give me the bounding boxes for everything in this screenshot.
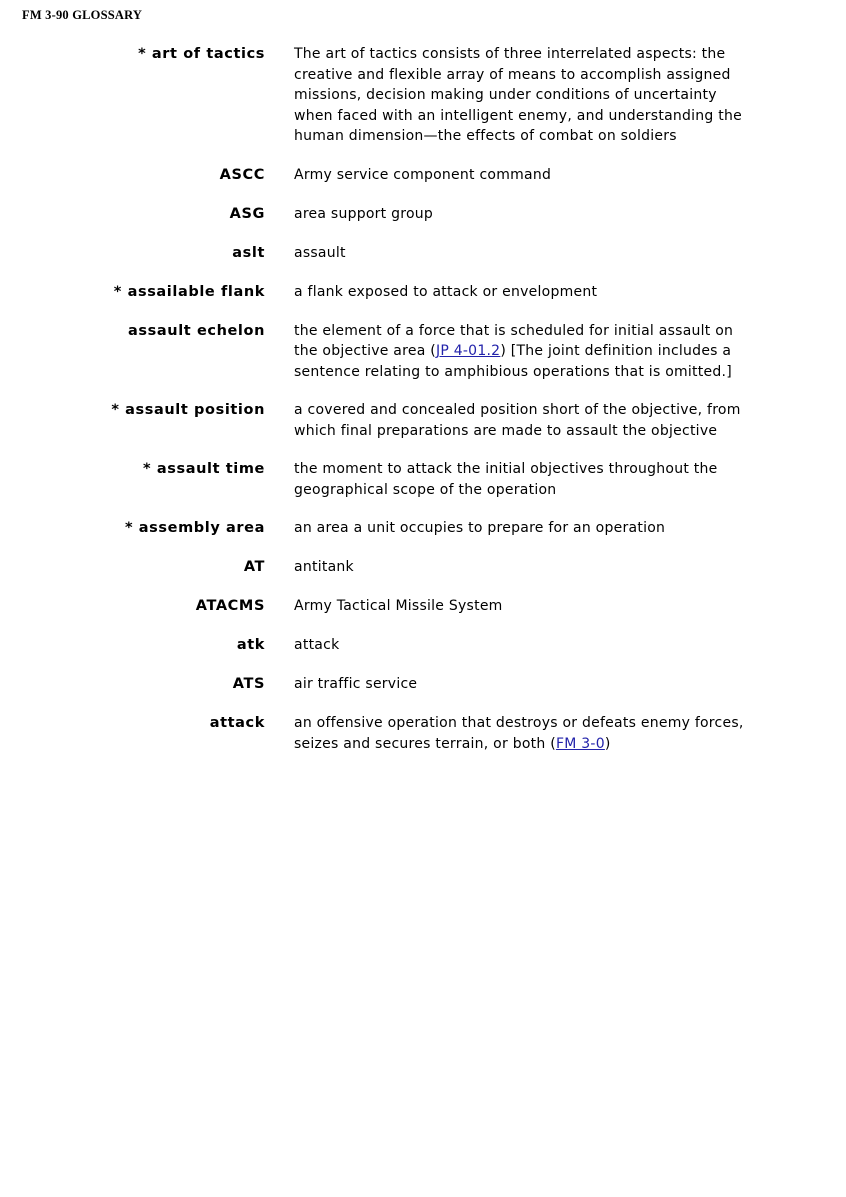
glossary-definition-cell bbox=[294, 400, 744, 441]
glossary-definition bbox=[294, 635, 744, 656]
glossary-entry bbox=[0, 557, 846, 578]
glossary-definition bbox=[294, 282, 744, 303]
glossary-term-cell bbox=[0, 400, 265, 421]
glossary-entry bbox=[0, 635, 846, 656]
glossary-term: * assembly area bbox=[124, 520, 265, 536]
glossary-definition-cell bbox=[294, 674, 744, 695]
glossary-entry-list bbox=[0, 44, 846, 772]
glossary-definition bbox=[294, 165, 744, 186]
glossary-term: ASCC bbox=[219, 166, 265, 183]
definition-text: a flank exposed to attack or envelopment bbox=[294, 283, 598, 300]
glossary-definition bbox=[294, 596, 744, 617]
definition-text: the moment to attack the initial objectives throughout the geographical scope of the operation bbox=[294, 461, 718, 498]
definition-text: ) [The joint definition includes a sentence relating to amphibious operations that is omitted.] bbox=[294, 343, 732, 380]
glossary-term-cell bbox=[0, 243, 265, 264]
glossary-definition-cell bbox=[294, 713, 744, 754]
glossary-definition-cell bbox=[294, 204, 744, 225]
glossary-term-cell bbox=[0, 459, 265, 480]
glossary-definition-cell bbox=[294, 243, 744, 264]
glossary-entry bbox=[0, 518, 846, 539]
glossary-entry bbox=[0, 596, 846, 617]
glossary-definition bbox=[294, 518, 744, 539]
reference-link[interactable]: FM 3-0 bbox=[555, 735, 605, 752]
glossary-term: ATACMS bbox=[195, 598, 265, 614]
glossary-definition-cell bbox=[294, 321, 744, 383]
glossary-term-cell bbox=[0, 635, 265, 656]
definition-text: a covered and concealed position short of the objective, from which final preparations are made to assault the objective bbox=[294, 402, 741, 439]
glossary-definition bbox=[294, 204, 744, 225]
glossary-term-cell bbox=[0, 713, 265, 734]
glossary-entry bbox=[0, 321, 846, 383]
glossary-term: * assault time bbox=[143, 461, 265, 477]
glossary-definition-cell bbox=[294, 165, 744, 186]
glossary-term: AT bbox=[243, 559, 265, 575]
definition-text: area support group bbox=[294, 205, 434, 222]
definition-text: The art of tactics consists of three interrelated aspects: the creative and flexible array of means to accomplish assigned missions, decision making under conditions of uncertainty when faced with an intelligent enemy, and understanding the human dimension—the effects of combat on soldiers bbox=[294, 46, 742, 144]
glossary-entry bbox=[0, 44, 846, 147]
definition-text: antitank bbox=[294, 559, 354, 575]
glossary-entry bbox=[0, 165, 846, 186]
definition-text: attack bbox=[294, 637, 340, 653]
glossary-definition bbox=[294, 713, 744, 754]
glossary-definition bbox=[294, 321, 744, 383]
glossary-definition bbox=[294, 459, 744, 500]
glossary-entry bbox=[0, 282, 846, 303]
definition-text: Army Tactical Missile System bbox=[294, 598, 503, 614]
glossary-definition-cell bbox=[294, 459, 744, 500]
glossary-term: * assault position bbox=[111, 402, 265, 418]
glossary-definition bbox=[294, 400, 744, 441]
definition-text: assault bbox=[294, 244, 346, 261]
glossary-term: ASG bbox=[229, 205, 265, 222]
definition-text: ) bbox=[604, 735, 611, 752]
glossary-term-cell bbox=[0, 204, 265, 225]
glossary-definition bbox=[294, 44, 744, 147]
glossary-definition-cell bbox=[294, 635, 744, 656]
glossary-term-cell bbox=[0, 557, 265, 578]
glossary-definition-cell bbox=[294, 596, 744, 617]
glossary-definition-cell bbox=[294, 44, 744, 147]
glossary-definition-cell bbox=[294, 518, 744, 539]
glossary-term-cell bbox=[0, 321, 265, 342]
glossary-entry bbox=[0, 674, 846, 695]
glossary-term-cell bbox=[0, 165, 265, 186]
glossary-definition bbox=[294, 243, 744, 264]
running-head: FM 3-90 GLOSSARY bbox=[22, 8, 143, 22]
glossary-definition bbox=[294, 557, 744, 578]
glossary-term: assault echelon bbox=[128, 322, 265, 339]
glossary-definition-cell bbox=[294, 282, 744, 303]
reference-link[interactable]: JP 4-01.2 bbox=[435, 343, 501, 359]
definition-text: the element of a force that is scheduled for initial assault on the objective area ( bbox=[294, 322, 734, 359]
glossary-term: * art of tactics bbox=[138, 46, 265, 62]
glossary-entry bbox=[0, 713, 846, 754]
glossary-term-cell bbox=[0, 518, 265, 539]
definition-text: an offensive operation that destroys or defeats enemy forces, seizes and secures terrain, or both ( bbox=[294, 715, 744, 752]
glossary-entry bbox=[0, 243, 846, 264]
definition-text: air traffic service bbox=[294, 676, 418, 692]
glossary-term-cell bbox=[0, 674, 265, 695]
glossary-entry bbox=[0, 459, 846, 500]
glossary-term-cell bbox=[0, 282, 265, 303]
glossary-definition bbox=[294, 674, 744, 695]
glossary-term: ATS bbox=[232, 676, 265, 692]
definition-text: an area a unit occupies to prepare for an operation bbox=[294, 520, 666, 536]
glossary-term: attack bbox=[209, 715, 265, 731]
glossary-term: aslt bbox=[232, 244, 265, 261]
glossary-entry bbox=[0, 400, 846, 441]
glossary-term: * assailable flank bbox=[113, 283, 265, 300]
glossary-term-cell bbox=[0, 44, 265, 65]
glossary-definition-cell bbox=[294, 557, 744, 578]
glossary-term: atk bbox=[236, 637, 265, 653]
definition-text: Army service component command bbox=[294, 166, 552, 183]
glossary-entry bbox=[0, 204, 846, 225]
glossary-term-cell bbox=[0, 596, 265, 617]
